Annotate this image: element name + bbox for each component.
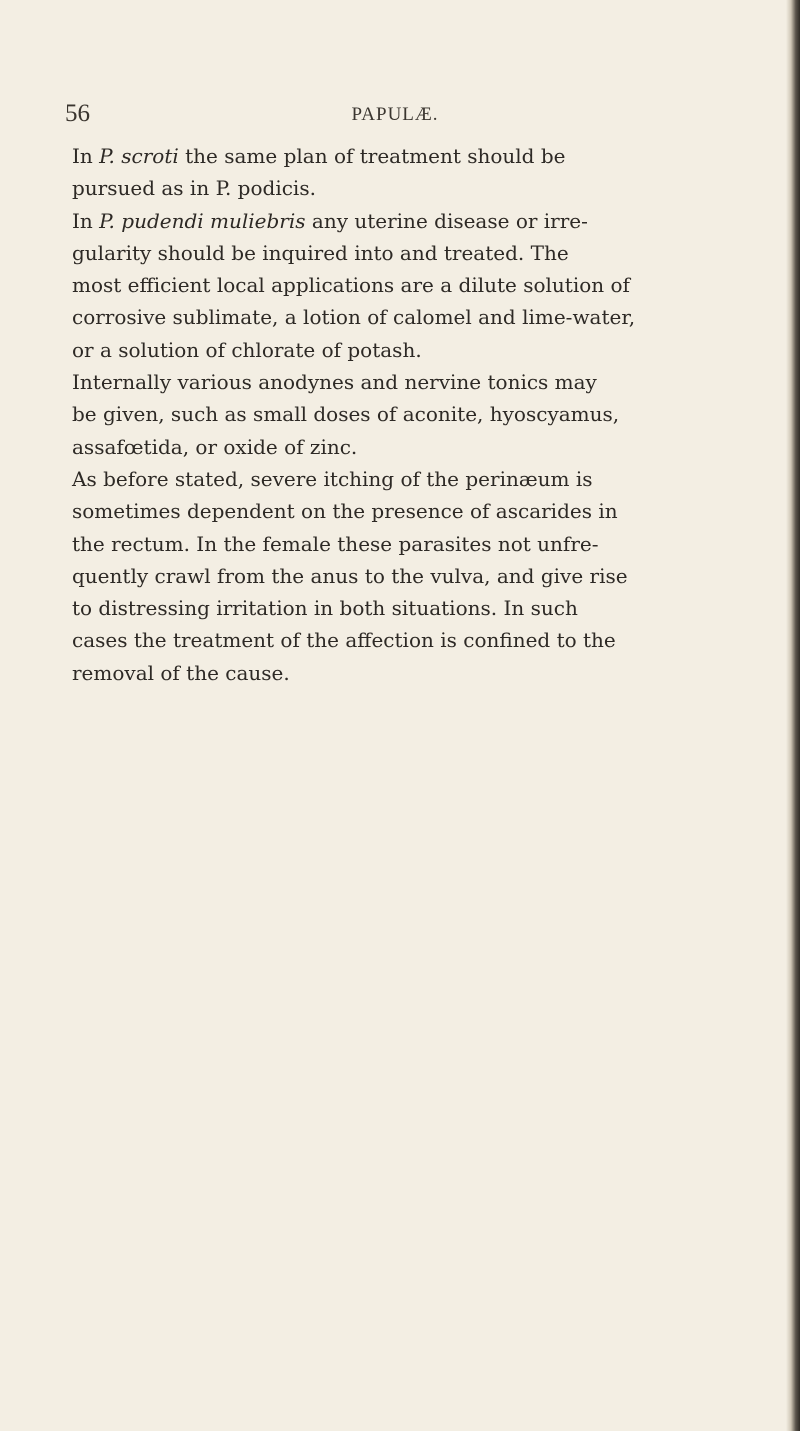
text-line: In P. scroti the same plan of treatment should be	[72, 144, 566, 168]
text-line: cases the treatment of the affection is confined to the	[72, 628, 616, 653]
paragraph-itching	[72, 463, 740, 689]
text-line: quently crawl from the anus to the vulva, and give rise	[72, 563, 628, 588]
section-title: PAPULÆ.	[351, 104, 439, 125]
paragraph-internally	[72, 366, 740, 463]
text-line: to distressing irritation in both situations. In such	[72, 596, 578, 621]
text-line: assafœtida, or oxide of zinc.	[72, 434, 358, 459]
page-edge-shadow	[786, 0, 800, 1431]
text-line: or a solution of chlorate of potash.	[72, 337, 422, 362]
text-line: removal of the cause.	[72, 660, 290, 685]
page-number: 56	[65, 100, 90, 127]
latin-term: P. scroti	[99, 144, 179, 168]
text-line: pursued as in P. podicis.	[72, 176, 316, 201]
body-text	[72, 140, 740, 689]
latin-term: P. pudendi muliebris	[99, 208, 306, 233]
text-line: As before stated, severe itching of the perinæum is	[72, 466, 593, 491]
paragraph-pudendi	[72, 205, 740, 366]
paragraph-scroti	[72, 140, 740, 205]
running-head	[65, 100, 725, 134]
text-line: be given, such as small doses of aconite, hyoscyamus,	[72, 402, 620, 427]
text-line: most efficient local applications are a dilute solution of	[72, 273, 630, 298]
text-line: the rectum. In the female these parasites not unfre-	[72, 531, 599, 556]
text-line: Internally various anodynes and nervine tonics may	[72, 370, 597, 395]
text-line: sometimes dependent on the presence of ascarides in	[72, 499, 618, 524]
text-line: In P. pudendi muliebris any uterine disease or irre-	[72, 208, 588, 233]
text-line: gularity should be inquired into and treated. The	[72, 240, 569, 265]
text-line: corrosive sublimate, a lotion of calomel and lime-water,	[72, 305, 636, 330]
